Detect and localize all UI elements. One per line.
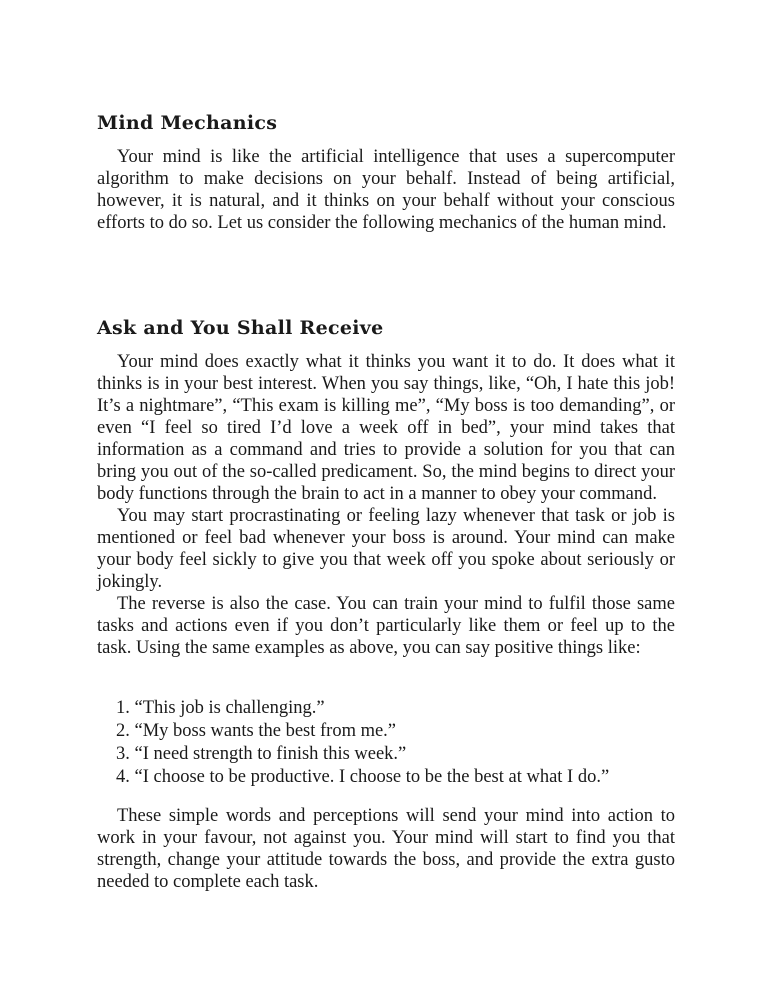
paragraph: Your mind is like the artificial intelligence that uses a supercomputer algorithm to make decisions on your behalf. Instead of being artificial, however, it is natural, and it thinks on your behalf without your conscious efforts to do so. Let us consider the following mechanics of the human mind. [97,147,675,233]
section-body-mind-mechanics [97,146,675,234]
paragraph: These simple words and perceptions will send your mind into action to work in your favour, not against you. Your mind will start to find you that strength, change your attitude towards the boss, and provide the extra gusto needed to complete each task. [97,806,675,892]
numbered-list [116,697,609,789]
section-heading-ask-and-receive: Ask and You Shall Receive [97,317,384,339]
paragraph: Your mind does exactly what it thinks you want it to do. It does what it thinks is in your best interest. When you say things, like, “Oh, I hate this job! It’s a nightmare”, “This exam is killing me”, “My boss is too demanding”, or even “I feel so tired I’d love a week off in bed”, your mind takes that information as a command and tries to provide a solution for you that can bring you out of the so-called predicament. So, the mind begins to direct your body functions through the brain to act in a manner to obey your command. [97,352,675,504]
section-heading-mind-mechanics: Mind Mechanics [97,112,278,134]
paragraph: You may start procrastinating or feeling lazy whenever that task or job is mentioned or feel bad whenever your boss is around. Your mind can make your body feel sickly to give you that week off you spoke about seriously or jokingly. [97,506,675,592]
section-body-ask-and-receive [97,351,675,659]
list-item: 4. “I choose to be productive. I choose to be the best at what I do.” [116,767,610,787]
list-item: 1. “This job is challenging.” [116,698,325,718]
list-item: 3. “I need strength to finish this week.” [116,744,407,764]
paragraph: The reverse is also the case. You can train your mind to fulfil those same tasks and actions even if you don’t particularly like them or feel up to the task. Using the same examples as above, you can say positive things like: [97,594,675,658]
list-item: 2. “My boss wants the best from me.” [116,721,397,741]
closing-paragraph-block [97,805,675,893]
